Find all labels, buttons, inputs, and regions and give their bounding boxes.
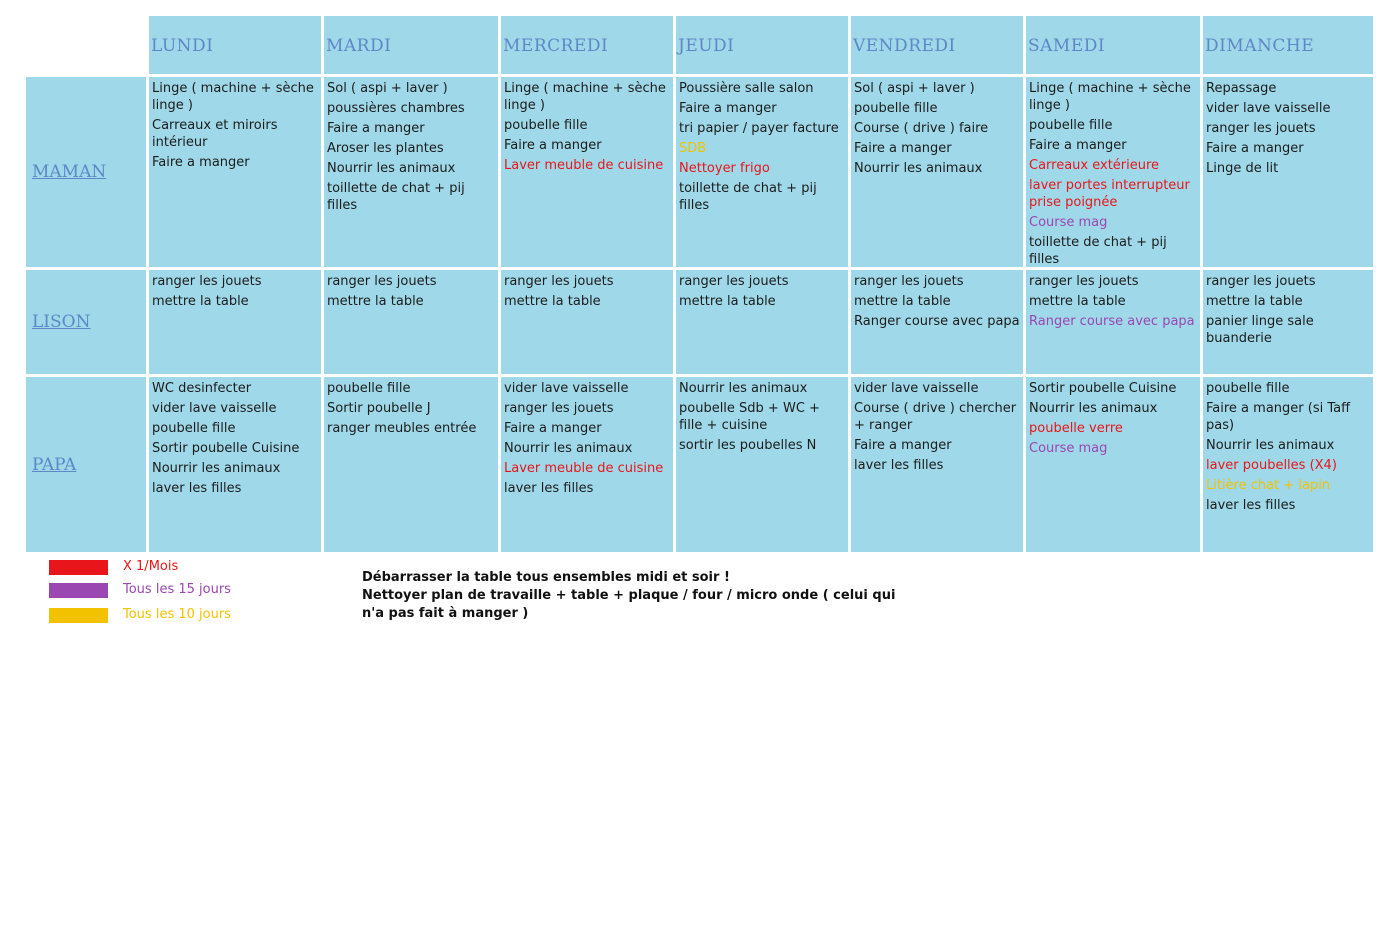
task-item: mettre la table xyxy=(1206,294,1303,309)
tasks-cell xyxy=(1026,377,1200,552)
task-item: Faire a manger xyxy=(504,421,602,436)
task-item: Faire a manger xyxy=(1206,141,1304,156)
task-item: WC desinfecter xyxy=(152,381,252,396)
tasks-cell xyxy=(149,377,321,552)
task-item: ranger les jouets xyxy=(152,274,262,289)
corner-cell xyxy=(26,16,146,74)
task-item: Sol ( aspi + laver ) xyxy=(854,81,975,96)
tasks-cell xyxy=(1026,77,1200,267)
task-item: Course ( drive ) faire xyxy=(854,121,989,136)
task-item: Faire a manger xyxy=(327,121,425,136)
day-header-mardi: MARDI xyxy=(324,16,498,74)
task-item: Faire a manger xyxy=(152,155,250,170)
tasks-cell xyxy=(676,270,848,374)
legend-label: Tous les 10 jours xyxy=(123,607,231,622)
task-item: poubelle fille xyxy=(1029,118,1113,133)
task-item: mettre la table xyxy=(679,294,776,309)
person-header-lison xyxy=(26,270,146,374)
task-item: toillette de chat + pij filles xyxy=(327,181,465,213)
task-item: Nourrir les animaux xyxy=(679,381,808,396)
legend-label: X 1/Mois xyxy=(123,559,179,574)
task-item: mettre la table xyxy=(327,294,424,309)
day-header-samedi: SAMEDI xyxy=(1026,16,1200,74)
task-item: Nettoyer frigo xyxy=(679,161,770,176)
task-item: Course mag xyxy=(1029,441,1108,456)
task-item: mettre la table xyxy=(1029,294,1126,309)
task-item: Nourrir les animaux xyxy=(1206,438,1335,453)
chore-schedule-grid xyxy=(26,16,1360,548)
task-item: Laver meuble de cuisine xyxy=(504,158,664,173)
task-item: Poussière salle salon xyxy=(679,81,814,96)
day-header-vendredi: VENDREDI xyxy=(851,16,1023,74)
note-line: Débarrasser la table tous ensembles midi et soir ! xyxy=(362,570,730,585)
task-item: Linge de lit xyxy=(1206,161,1279,176)
legend-swatch xyxy=(49,560,108,575)
task-item: poubelle fille xyxy=(854,101,938,116)
task-item: laver poubelles (X4) xyxy=(1206,458,1337,473)
tasks-cell xyxy=(501,377,673,552)
task-item: Nourrir les animaux xyxy=(854,161,983,176)
task-item: Course mag xyxy=(1029,215,1108,230)
tasks-cell xyxy=(1203,77,1373,267)
task-item: Linge ( machine + sèche linge ) xyxy=(1029,81,1191,113)
task-item: Faire a manger xyxy=(854,438,952,453)
task-item: Faire a manger xyxy=(679,101,777,116)
task-item: Litière chat + lapin xyxy=(1206,478,1331,493)
day-header-dimanche: DIMANCHE xyxy=(1203,16,1373,74)
task-item: ranger les jouets xyxy=(1206,274,1316,289)
task-item: toillette de chat + pij filles xyxy=(1029,235,1167,267)
task-item: Laver meuble de cuisine xyxy=(504,461,664,476)
notes-block xyxy=(362,569,902,623)
task-item: poussières chambres xyxy=(327,101,465,116)
tasks-cell xyxy=(1203,270,1373,374)
day-header-lundi: LUNDI xyxy=(149,16,321,74)
person-name: PAPA xyxy=(32,454,77,475)
tasks-cell xyxy=(149,77,321,267)
task-item: Course ( drive ) chercher + ranger xyxy=(854,401,1017,433)
tasks-cell xyxy=(324,77,498,267)
task-item: Ranger course avec papa xyxy=(1029,314,1195,329)
task-item: SDB xyxy=(679,141,707,156)
person-header-papa xyxy=(26,377,146,552)
task-item: Carreaux extérieure xyxy=(1029,158,1160,173)
task-item: Ranger course avec papa xyxy=(854,314,1020,329)
task-item: Faire a manger xyxy=(854,141,952,156)
person-name: LISON xyxy=(32,312,91,332)
task-item: sortir les poubelles N xyxy=(679,438,817,453)
tasks-cell xyxy=(676,377,848,552)
task-item: ranger les jouets xyxy=(504,274,614,289)
task-item: laver les filles xyxy=(854,458,944,473)
tasks-cell xyxy=(676,77,848,267)
task-item: poubelle fille xyxy=(152,421,236,436)
task-item: Sortir poubelle Cuisine xyxy=(1029,381,1177,396)
task-item: ranger les jouets xyxy=(854,274,964,289)
tasks-cell xyxy=(1026,270,1200,374)
task-item: Carreaux et miroirs intérieur xyxy=(152,118,278,150)
tasks-cell xyxy=(851,77,1023,267)
task-item: Sortir poubelle Cuisine xyxy=(152,441,300,456)
task-item: laver les filles xyxy=(1206,498,1296,513)
day-header-jeudi: JEUDI xyxy=(676,16,848,74)
task-item: poubelle fille xyxy=(327,381,411,396)
task-item: ranger les jouets xyxy=(504,401,614,416)
task-item: vider lave vaisselle xyxy=(854,381,979,396)
task-item: Nourrir les animaux xyxy=(327,161,456,176)
tasks-cell xyxy=(324,377,498,552)
task-item: Sol ( aspi + laver ) xyxy=(327,81,448,96)
task-item: vider lave vaisselle xyxy=(152,401,277,416)
task-item: poubelle Sdb + WC + fille + cuisine xyxy=(679,401,820,433)
task-item: ranger meubles entrée xyxy=(327,421,477,436)
task-item: mettre la table xyxy=(152,294,249,309)
task-item: poubelle fille xyxy=(1206,381,1290,396)
tasks-cell xyxy=(149,270,321,374)
task-item: vider lave vaisselle xyxy=(1206,101,1331,116)
task-item: ranger les jouets xyxy=(327,274,437,289)
task-item: vider lave vaisselle xyxy=(504,381,629,396)
task-item: Linge ( machine + sèche linge ) xyxy=(504,81,666,113)
note-line: Nettoyer plan de travaille + table + plaque / four / micro onde ( celui qui n'a pas fait à manger ) xyxy=(362,588,896,621)
tasks-cell xyxy=(1203,377,1373,552)
task-item: ranger les jouets xyxy=(679,274,789,289)
task-item: laver les filles xyxy=(504,481,594,496)
task-item: ranger les jouets xyxy=(1029,274,1139,289)
task-item: poubelle verre xyxy=(1029,421,1123,436)
legend-swatch xyxy=(49,583,108,598)
person-header-maman xyxy=(26,77,146,267)
legend-swatch xyxy=(49,608,108,623)
task-item: Faire a manger xyxy=(1029,138,1127,153)
task-item: Nourrir les animaux xyxy=(1029,401,1158,416)
task-item: Sortir poubelle J xyxy=(327,401,431,416)
task-item: panier linge sale buanderie xyxy=(1206,314,1314,346)
tasks-cell xyxy=(501,77,673,267)
task-item: laver les filles xyxy=(152,481,242,496)
tasks-cell xyxy=(324,270,498,374)
task-item: laver portes interrupteur prise poignée xyxy=(1029,178,1190,210)
tasks-cell xyxy=(501,270,673,374)
task-item: Nourrir les animaux xyxy=(504,441,633,456)
task-item: Faire a manger xyxy=(504,138,602,153)
task-item: mettre la table xyxy=(504,294,601,309)
task-item: Nourrir les animaux xyxy=(152,461,281,476)
legend-label: Tous les 15 jours xyxy=(123,582,231,597)
task-item: Aroser les plantes xyxy=(327,141,444,156)
task-item: ranger les jouets xyxy=(1206,121,1316,136)
task-item: mettre la table xyxy=(854,294,951,309)
task-item: poubelle fille xyxy=(504,118,588,133)
person-name: MAMAN xyxy=(32,162,107,182)
task-item: Faire a manger (si Taff pas) xyxy=(1206,401,1351,433)
tasks-cell xyxy=(851,270,1023,374)
day-header-mercredi: MERCREDI xyxy=(501,16,673,74)
task-item: Repassage xyxy=(1206,81,1277,96)
task-item: Linge ( machine + sèche linge ) xyxy=(152,81,314,113)
task-item: tri papier / payer facture xyxy=(679,121,839,136)
tasks-cell xyxy=(851,377,1023,552)
task-item: toillette de chat + pij filles xyxy=(679,181,817,213)
